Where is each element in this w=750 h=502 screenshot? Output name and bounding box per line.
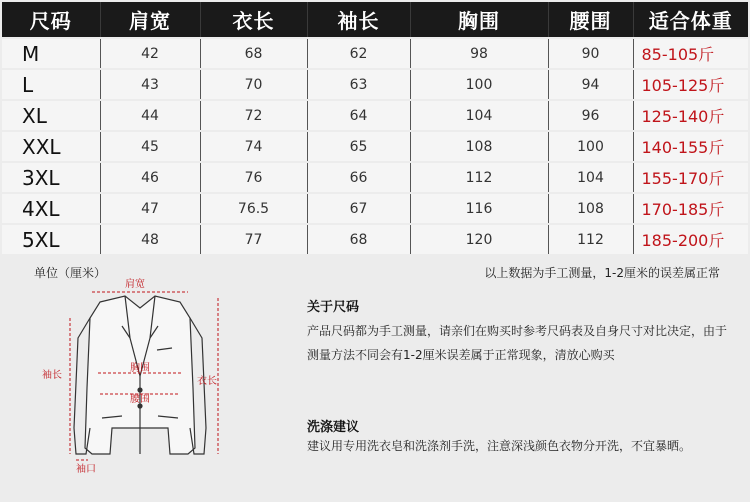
size-cell: 4XL — [2, 193, 100, 224]
about-size-title: 关于尺码 — [307, 300, 360, 315]
shoulder-cell: 47 — [100, 193, 200, 224]
garment-length-label: 衣长 — [197, 376, 217, 387]
length-cell: 74 — [200, 131, 307, 162]
weight-cell: 105-125斤 — [633, 69, 748, 100]
waist-cell: 108 — [548, 193, 633, 224]
chest-label: 胸围 — [130, 363, 150, 374]
shoulder-cell: 46 — [100, 162, 200, 193]
size-cell: M — [2, 38, 100, 69]
shoulder-width-label: 肩宽 — [125, 279, 145, 290]
weight-cell: 125-140斤 — [633, 100, 748, 131]
washing-text: 建议用专用洗衣皂和洗涤剂手洗，注意深浅颜色衣物分开洗，不宜暴晒。 — [307, 439, 692, 453]
weight-cell: 140-155斤 — [633, 131, 748, 162]
shoulder-cell: 42 — [100, 38, 200, 69]
waist-cell: 94 — [548, 69, 633, 100]
about-size-text: 产品尺码都为手工测量，请亲们在购买时参考尺码表及自身尺寸对比决定，由于测量方法不同会有1-2厘米误差属于正常现象，清放心购买 — [307, 324, 728, 362]
sleeve-length-label: 袖长 — [42, 370, 62, 381]
length-cell: 70 — [200, 69, 307, 100]
shoulder-cell: 48 — [100, 224, 200, 255]
header-weight: 适合体重 — [633, 2, 748, 38]
chest-cell: 120 — [410, 224, 548, 255]
washing-title: 洗涤建议 — [307, 420, 360, 435]
chest-cell: 104 — [410, 100, 548, 131]
chest-cell: 98 — [410, 38, 548, 69]
table-row — [2, 131, 748, 162]
sleeve-cell: 68 — [307, 224, 410, 255]
shoulder-cell: 45 — [100, 131, 200, 162]
chest-cell: 116 — [410, 193, 548, 224]
waist-cell: 104 — [548, 162, 633, 193]
table-row — [2, 193, 748, 224]
sleeve-cell: 62 — [307, 38, 410, 69]
weight-cell: 85-105斤 — [633, 38, 748, 69]
length-cell: 68 — [200, 38, 307, 69]
chest-cell: 100 — [410, 69, 548, 100]
waist-cell: 96 — [548, 100, 633, 131]
table-row — [2, 100, 748, 131]
size-cell: L — [2, 69, 100, 100]
waist-cell: 112 — [548, 224, 633, 255]
waist-cell: 90 — [548, 38, 633, 69]
length-cell: 76.5 — [200, 193, 307, 224]
table-row — [2, 224, 748, 255]
chest-cell: 112 — [410, 162, 548, 193]
sleeve-cell: 67 — [307, 193, 410, 224]
waist-cell: 100 — [548, 131, 633, 162]
length-cell: 76 — [200, 162, 307, 193]
weight-cell: 185-200斤 — [633, 224, 748, 255]
sleeve-cell: 65 — [307, 131, 410, 162]
suit-jacket-icon — [74, 296, 206, 454]
sleeve-cell: 63 — [307, 69, 410, 100]
sleeve-cell: 64 — [307, 100, 410, 131]
length-cell: 77 — [200, 224, 307, 255]
header-size: 尺码 — [2, 2, 100, 38]
header-length: 衣长 — [200, 2, 307, 38]
chest-cell: 108 — [410, 131, 548, 162]
size-cell: XL — [2, 100, 100, 131]
waist-label: 腰围 — [130, 394, 150, 405]
shoulder-cell: 43 — [100, 69, 200, 100]
table-row — [2, 69, 748, 100]
unit-label: 单位（厘米） — [34, 266, 107, 280]
weight-cell: 155-170斤 — [633, 162, 748, 193]
header-sleeve: 袖长 — [307, 2, 410, 38]
length-cell: 72 — [200, 100, 307, 131]
measurement-note: 以上数据为手工测量，1-2厘米的误差属正常 — [484, 266, 720, 280]
size-cell: 3XL — [2, 162, 100, 193]
table-row — [2, 38, 748, 69]
sleeve-cell: 66 — [307, 162, 410, 193]
size-table — [2, 2, 748, 256]
table-header-row — [2, 2, 748, 38]
size-cell: XXL — [2, 131, 100, 162]
header-waist: 腰围 — [548, 2, 633, 38]
header-chest: 胸围 — [410, 2, 548, 38]
header-shoulder: 肩宽 — [100, 2, 200, 38]
weight-cell: 170-185斤 — [633, 193, 748, 224]
suit-measurement-diagram — [30, 278, 240, 478]
table-row — [2, 162, 748, 193]
size-cell: 5XL — [2, 224, 100, 255]
shoulder-cell: 44 — [100, 100, 200, 131]
cuff-label: 袖口 — [76, 464, 96, 475]
